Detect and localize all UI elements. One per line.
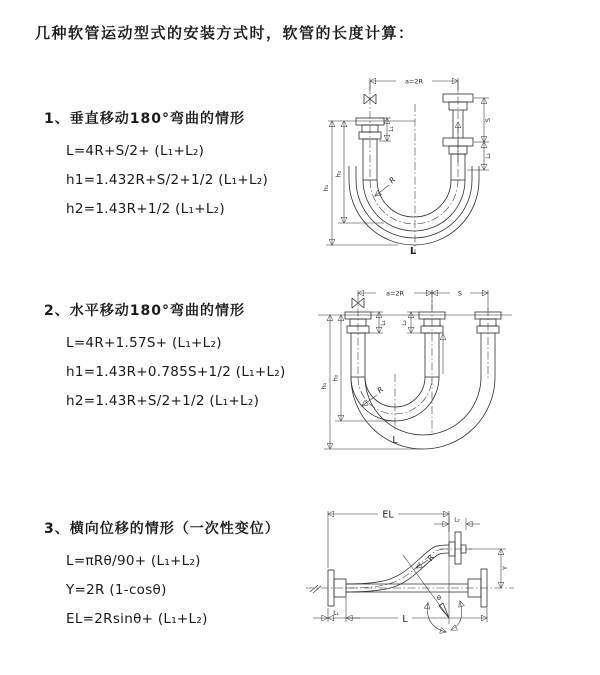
dim-label-l1: L₁	[381, 320, 387, 326]
dim-label-y: Y	[501, 566, 509, 570]
angle-construction	[403, 516, 462, 632]
dim-label-radius: R	[387, 175, 398, 186]
dim-label-s: S	[484, 117, 492, 123]
section-1-heading: 1、垂直移动180°弯曲的情形	[44, 111, 245, 127]
dimension-s	[474, 98, 492, 142]
radius-leader	[416, 553, 436, 568]
formula-line: Y=2R (1-cosθ)	[66, 582, 167, 598]
centerline-break-mark	[310, 585, 321, 593]
dim-label-theta: θ	[437, 594, 441, 602]
dimension-h1	[322, 121, 398, 245]
dim-label-s: S	[457, 289, 463, 298]
dim-label-l1: L₁	[389, 126, 395, 132]
dim-label-radius: R	[425, 553, 437, 563]
dimension-l1	[378, 118, 395, 141]
formula-line: h1=1.432R+S/2+1/2 (L₁+L₂)	[66, 172, 269, 188]
dim-label-a2r: a=2R	[404, 77, 424, 86]
dim-label-a2r: a=2R	[385, 289, 405, 298]
dimension-a2r	[358, 290, 432, 311]
section-2	[44, 300, 286, 416]
section-3-formulas	[66, 547, 280, 634]
dim-label-length: L	[402, 614, 408, 625]
centerlines	[328, 82, 458, 253]
dimension-length	[328, 608, 487, 625]
centerlines	[306, 549, 514, 593]
dim-label-l2: L₂	[454, 517, 460, 524]
section-2-formulas	[66, 329, 286, 416]
page-title: 几种软管运动型式的安装方式时，软管的长度计算：	[35, 24, 415, 42]
angle-wedge	[439, 603, 449, 618]
dim-label-l2: L₂	[402, 320, 408, 326]
section-1-formulas	[66, 137, 268, 224]
dimension-s	[432, 290, 488, 311]
diagram-vertical-movement	[312, 70, 597, 260]
dimension-a2r	[370, 78, 458, 93]
dim-label-el: EL	[382, 509, 394, 521]
formula-line: h1=1.43R+0.785S+1/2 (L₁+L₂)	[66, 364, 286, 380]
radius-leader	[362, 385, 385, 406]
dim-label-h1: h₁	[320, 382, 328, 390]
formula-line: h2=1.43R+1/2 (L₁+L₂)	[66, 201, 225, 217]
dim-label-h1: h₁	[322, 184, 330, 192]
dim-label-length: L	[409, 246, 417, 257]
section-1	[44, 108, 268, 224]
dim-label-h2: h₂	[334, 170, 343, 178]
hose-u-bend	[351, 377, 495, 449]
diagram-horizontal-movement	[310, 282, 600, 462]
formula-line: EL=2Rsinθ+ (L₁+L₂)	[66, 611, 208, 627]
dimension-l1	[313, 598, 360, 622]
right-flange-upper	[449, 532, 466, 564]
formula-line: L=4R+1.57S+ (L₁+L₂)	[66, 335, 222, 351]
dim-label-l2: L₂	[486, 153, 492, 159]
hose-u-bend	[349, 166, 479, 245]
radius-leader	[375, 175, 397, 196]
diagram-lateral-displacement	[300, 502, 600, 654]
section-3-heading: 3、横向位移的情形（一次性变位）	[44, 521, 280, 537]
section-3	[44, 518, 280, 634]
dimension-l2	[434, 518, 480, 531]
dimension-y	[466, 549, 509, 588]
hose-displaced-position	[346, 545, 449, 592]
dim-label-h2: h₂	[331, 374, 340, 382]
section-2-heading: 2、水平移动180°弯曲的情形	[44, 303, 245, 319]
dim-label-l1: L₁	[333, 611, 339, 617]
formula-line: L=πRθ/90+ (L₁+L₂)	[66, 553, 201, 569]
dim-label-length: L	[392, 435, 398, 446]
formula-line: h2=1.43R+S/2+1/2 (L₁+L₂)	[66, 393, 260, 409]
dim-label-radius: R	[375, 384, 386, 396]
formula-line: L=4R+S/2+ (L₁+L₂)	[66, 143, 205, 159]
